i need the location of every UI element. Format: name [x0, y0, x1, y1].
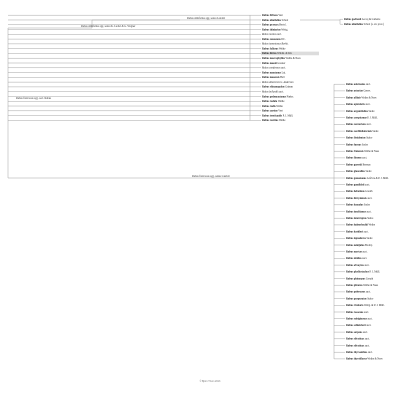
taxon-name: Rubus myrtae — [346, 250, 362, 254]
taxon-author: auct. — [365, 123, 372, 127]
taxon-name: Rubus rosaceus — [346, 310, 364, 314]
taxon-name: Rubus glaucellus — [346, 170, 365, 174]
taxon-leaf — [346, 297, 374, 300]
taxon-leaf — [346, 257, 367, 260]
taxon-author: auct. — [363, 263, 370, 267]
taxon-name: Rubus plicatus — [346, 284, 363, 287]
taxon-author: auct. — [365, 324, 372, 328]
taxon-author: Lecoq & Lamotte — [361, 18, 381, 21]
taxon-name: Rubus gunsaianus — [346, 176, 367, 180]
taxon-leaf — [346, 117, 378, 120]
footer-credit: © Björn Thum 2013 — [199, 380, 221, 383]
taxon-name: Rubus gaesstii — [346, 163, 362, 167]
taxon-leaf — [346, 96, 376, 99]
taxon-author: auct. — [364, 103, 371, 107]
taxon-author: Sudre — [367, 109, 375, 113]
taxon-author: Weihe & Nees — [366, 357, 383, 361]
taxon-author: auct. — [365, 290, 371, 294]
taxon-leaf — [346, 284, 378, 287]
taxon-author: Sudre — [371, 129, 379, 133]
taxon-leaf — [262, 28, 288, 31]
taxon-author: Weihe & Nees — [363, 150, 380, 153]
taxon-leaf — [346, 244, 373, 247]
taxon-name: Rubus hebetinus — [346, 190, 365, 194]
taxon-author: Bremas — [361, 163, 371, 167]
taxon-name: Rubus mesensis — [262, 76, 280, 80]
taxon-author: auct. — [366, 317, 373, 321]
taxon-author: Sudre — [364, 170, 372, 174]
taxon-leaf — [346, 123, 372, 126]
taxon-name: Rubus ulmifolius — [344, 23, 363, 26]
taxon-name: Rubus apicularis — [346, 103, 365, 107]
taxon-name: Rubus convertens — [346, 123, 366, 127]
taxon-author: auct. — [364, 337, 370, 341]
taxon-name: Rubus macrophyllus — [262, 57, 285, 61]
taxon-leaf — [346, 150, 379, 153]
taxon-name: Rubus thiniarius — [262, 28, 281, 32]
taxon-leaf — [346, 277, 374, 280]
taxon-name: Rubus pedemontanus — [262, 95, 287, 99]
taxon-author: Hall — [279, 76, 285, 80]
taxon-leaf — [262, 57, 301, 60]
taxon-leaf — [346, 143, 369, 146]
taxon-name: Rubus gundhlyii — [346, 183, 365, 187]
taxon-leaf — [346, 170, 372, 173]
taxon-author: auct. — [364, 344, 370, 348]
taxon-name: Rubus ludensbachii — [346, 223, 368, 227]
taxon-name: Rubus vestitus — [262, 119, 279, 123]
taxon-name: Rubus hirtyalensis — [346, 196, 367, 200]
taxon-leaf — [262, 52, 293, 55]
taxon-name: Rubus rhinanopolus — [262, 85, 285, 89]
taxon-author: auct. — [364, 183, 371, 187]
taxon-name: Rubus thyrsanthus — [346, 351, 368, 354]
taxon-leaf — [346, 217, 374, 220]
taxon-leaf — [346, 83, 371, 86]
taxon-author: Vest — [277, 109, 283, 113]
taxon-author: auct. — [361, 156, 368, 160]
taxon-leaf — [262, 47, 286, 50]
taxon-name: Rubus alberensis — [262, 80, 280, 84]
taxon-name: Rubus rubiginosus — [346, 317, 367, 321]
taxon-leaf — [262, 100, 285, 103]
taxon-author: Weitg. — [280, 28, 289, 32]
taxon-name: Rubus purpuratus — [346, 297, 367, 301]
taxon-leaf — [261, 90, 284, 93]
taxon-author: auct. — [367, 351, 373, 354]
tree-connectors — [8, 15, 345, 359]
taxon-author: Weitg. & P. J. Müll. — [363, 304, 385, 308]
taxon-leaf — [346, 304, 385, 307]
taxon-leaf — [346, 157, 367, 160]
taxon-name: Rubus silvaticus — [346, 337, 365, 341]
taxon-author: Sudre — [366, 297, 374, 301]
taxon-author: Lej. — [280, 71, 286, 75]
side-taxon-leaf — [344, 23, 384, 26]
taxon-author: Borkh. — [280, 42, 289, 46]
taxon-author: Lefèvre & P. J. Müll. — [366, 176, 389, 180]
taxon-author: P. J. Müll. — [282, 114, 294, 118]
taxon-author: auct. — [365, 83, 371, 86]
taxon-name: Rubus furnus — [346, 143, 362, 147]
taxon-name: Rubus insolitanus — [346, 210, 366, 214]
taxon-leaf — [262, 119, 286, 122]
taxon-name: Rubus lepnaluvus — [346, 237, 366, 241]
taxon-author: Weihe — [277, 100, 285, 104]
tree-labels — [16, 14, 389, 383]
taxon-leaf — [346, 230, 369, 233]
taxon-leaf — [346, 224, 376, 227]
group1-label: Rubus ulmifolius agg. sensu K. Ludwi & G. Wagner — [81, 24, 136, 28]
taxon-leaf — [262, 19, 289, 22]
taxon-leaf — [346, 338, 370, 341]
taxon-leaf — [262, 62, 285, 65]
taxon-leaf — [262, 105, 284, 108]
taxon-leaf — [346, 103, 371, 106]
taxon-name: Rubus rivularis — [346, 304, 364, 308]
taxon-author: Schott — [280, 18, 289, 22]
taxon-leaf — [346, 344, 370, 347]
taxon-author: auct. — [365, 210, 372, 214]
taxon-name: Rubus cordifolioformis — [346, 129, 372, 133]
taxon-leaf — [346, 358, 383, 361]
taxon-author: auct. — [279, 66, 286, 70]
taxon-name: Rubus asturiae — [346, 89, 363, 93]
taxon-author: G. Anderson — [279, 80, 294, 84]
taxon-author: auct. — [361, 250, 368, 254]
taxon-name: Rubus homalus — [346, 203, 364, 207]
taxon-leaf — [346, 177, 389, 180]
taxon-leaf — [262, 14, 283, 17]
taxon-leaf — [262, 24, 287, 27]
taxon-name: Rubus caesius — [262, 109, 278, 113]
taxon-leaf — [346, 271, 380, 274]
taxon-name: Rubus canescens — [262, 37, 281, 41]
taxon-leaf — [346, 324, 372, 327]
taxon-author: P. J. Müll. — [368, 270, 380, 274]
taxon-name: Rubus pubescens — [346, 290, 366, 294]
taxon-name: Rubus follosus — [262, 47, 279, 51]
taxon-leaf — [262, 76, 285, 79]
taxon-name: Rubus minijulus — [346, 243, 365, 247]
taxon-author: Weihe — [367, 223, 376, 227]
taxon-author: auct. — [362, 330, 368, 334]
taxon-name: Rubus interruptus — [346, 217, 367, 220]
taxon-name: Rubus tomentosus — [262, 42, 281, 46]
taxon-leaf — [261, 67, 286, 70]
taxon-name: Rubus bellardii — [262, 90, 278, 94]
taxon-author: Sudre — [365, 237, 373, 241]
taxon-name: Rubus rudis — [262, 104, 276, 108]
taxon-author: Sudre — [363, 203, 370, 207]
taxon-leaf — [346, 110, 375, 113]
taxon-name: Rubus affinis — [346, 96, 361, 100]
taxon-name: Rubus phyllostachys — [346, 270, 369, 274]
taxon-author: Weihe & Nees — [284, 57, 301, 61]
taxon-name: Rubus flexens — [346, 156, 362, 160]
taxon-author: auct. — [366, 196, 373, 200]
taxon-author: Waldst. & Kit. — [276, 52, 293, 56]
taxon-name: Rubus radula — [262, 100, 278, 104]
taxon-leaf — [346, 130, 379, 133]
taxon-name: Rubus serpens — [346, 330, 363, 334]
taxon-name: Rubus koehleri — [346, 230, 363, 234]
taxon-name: Rubus praecox — [262, 23, 279, 27]
taxon-author: Weihe & Nees — [362, 284, 379, 287]
taxon-leaf — [346, 190, 373, 193]
taxon-author: auct. — [363, 310, 369, 314]
taxon-leaf — [261, 43, 289, 46]
taxon-leaf — [346, 351, 373, 354]
taxon-author: Weihe & Nees — [360, 96, 377, 100]
root-label: Rubus fruticosus agg. sect. Rubus — [16, 96, 52, 100]
taxon-author: Sudre — [365, 136, 373, 140]
taxon-name: Rubus schleicheri — [346, 324, 366, 328]
taxon-leaf — [346, 184, 370, 187]
taxon-name: Rubus tereticaulis — [262, 114, 283, 118]
taxon-leaf — [346, 331, 368, 334]
taxon-name: Rubus thyrsiflorus — [346, 357, 367, 361]
taxon-author: Greuter — [276, 61, 286, 65]
taxon-name: Rubus meesii — [262, 61, 277, 65]
taxon-leaf — [346, 210, 372, 213]
taxon-leaf — [346, 251, 368, 254]
taxon-leaf — [346, 311, 369, 314]
taxon-leaf — [346, 264, 370, 267]
taxon-name: Rubus nitidus — [346, 257, 362, 261]
taxon-name: Rubus hirtus — [262, 52, 277, 56]
taxon-leaf — [262, 114, 294, 117]
taxon-name: Rubus condensus — [262, 66, 280, 70]
taxon-author: Vest — [277, 14, 283, 17]
taxon-author: auct. — [362, 230, 369, 234]
taxon-leaf — [262, 95, 294, 98]
taxon-leaf — [346, 163, 371, 166]
taxon-name: Rubus crespicenae — [346, 116, 367, 120]
taxon-author: Pinkw. — [286, 95, 294, 99]
taxon-name: Rubus silvaticus — [346, 344, 365, 348]
taxon-name: Rubus fissidentus — [346, 136, 366, 140]
taxon-author: Brodtp — [364, 243, 373, 247]
side-taxon-leaf — [344, 18, 381, 21]
taxon-leaf — [262, 110, 283, 113]
taxon-leaf — [346, 318, 373, 321]
taxon-name: Rubus frutensis — [346, 150, 364, 153]
taxon-author: Weihe — [278, 47, 286, 51]
taxon-author: Bertol. — [278, 23, 287, 27]
taxon-author: Schott (s. str. prov.) — [362, 23, 384, 26]
taxon-author: auct. — [361, 257, 368, 261]
taxon-name: Rubus ulmifolius — [262, 18, 281, 22]
taxon-name: Rubus obvaytus — [346, 263, 364, 267]
taxon-name: Rubus godronii — [344, 18, 362, 21]
taxon-author: Greuth — [364, 190, 373, 194]
taxon-author: auct. — [277, 90, 284, 94]
taxon-leaf — [262, 38, 286, 41]
taxon-author: Weihe — [278, 119, 286, 123]
taxon-leaf — [262, 86, 293, 89]
taxon-name: Rubus noxius — [262, 33, 276, 37]
taxon-author: Grimm — [284, 85, 293, 89]
taxon-name: Rubus muntanus — [262, 71, 281, 75]
group2-label: Rubus fruticosus agg. sensu Landolt — [192, 174, 230, 178]
taxon-author: P. J. Müll. — [366, 116, 378, 120]
taxon-leaf — [346, 197, 373, 200]
taxon-name: Rubus phinorpus — [346, 277, 366, 281]
taxon-leaf — [346, 237, 373, 240]
taxon-author: Sudre — [366, 217, 374, 220]
taxon-author: auct. — [275, 33, 282, 37]
taxon-name: Rubus argentifolius — [346, 109, 368, 113]
taxon-author: Greuth — [365, 277, 374, 281]
taxon-leaf — [346, 204, 371, 207]
taxon-leaf — [261, 33, 282, 36]
taxon-name: Rubus bifrons — [262, 14, 278, 17]
taxon-author: Genev. — [362, 89, 371, 93]
taxon-leaf — [346, 137, 373, 140]
taxon-leaf — [261, 81, 294, 84]
taxon-leaf — [346, 90, 371, 93]
taxon-leaf — [262, 71, 286, 74]
taxon-author: Weihe — [275, 104, 283, 108]
subgroup-label: Rubus ulmifolius agg. sensu Landolt — [187, 16, 226, 20]
taxon-author: DC. — [280, 37, 286, 41]
taxon-author: Sudre — [361, 143, 368, 147]
taxon-name: Rubus adornatus — [346, 83, 366, 86]
taxon-leaf — [346, 291, 371, 294]
